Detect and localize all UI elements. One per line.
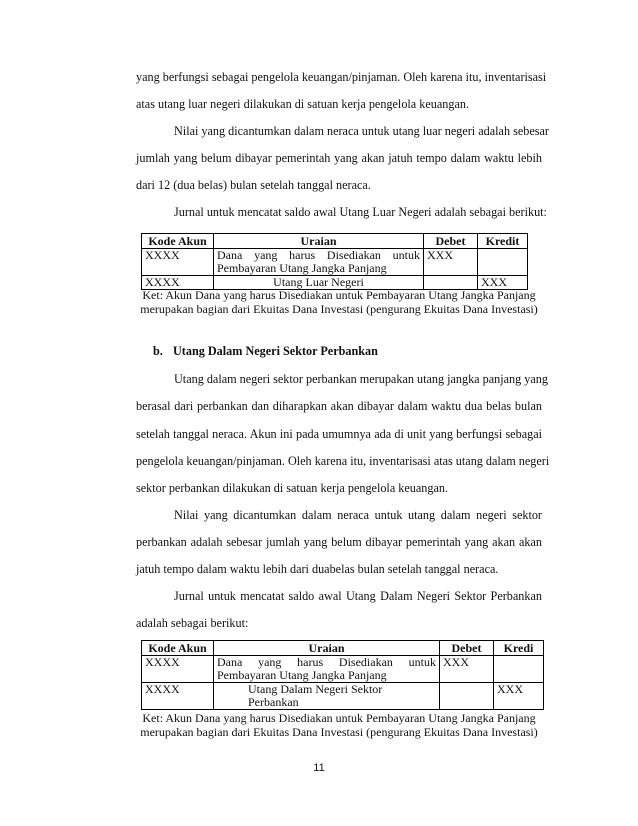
header-kredit: Kredit — [478, 234, 528, 249]
cell-uraian — [214, 249, 424, 276]
header-debet: Debet — [424, 234, 478, 249]
cell-uraian-line-1: Dana yang harus Disediakan untuk — [217, 248, 420, 262]
cell-kode-akun: XXXX — [142, 683, 214, 710]
paragraph-2-line-3: dari 12 (dua belas) bulan setelah tanggal neraca. — [136, 178, 371, 192]
page-number: 11 — [313, 762, 325, 774]
header-uraian: Uraian — [214, 234, 424, 249]
table-row — [142, 683, 544, 710]
paragraph-5-line-1: Nilai yang dicantumkan dalam neraca untuk utang dalam negeri sektor — [174, 508, 542, 522]
paragraph-4-line-2: berasal dari perbankan dan diharapkan akan dibayar dalam waktu dua belas bulan — [136, 399, 542, 413]
paragraph-5-line-3: jatuh tempo dalam waktu lebih dari duabelas bulan setelah tanggal neraca. — [136, 562, 499, 576]
paragraph-2-line-1: Nilai yang dicantumkan dalam neraca untuk utang luar negeri adalah sebesar — [174, 124, 549, 138]
paragraph-4-line-5: sektor perbankan dilakukan di satuan kerja pengelola keuangan. — [136, 481, 449, 495]
table-row — [142, 249, 528, 276]
cell-kode-akun: XXXX — [142, 249, 214, 276]
table-2-note-line-1: Ket: Akun Dana yang harus Disediakan untuk Pembayaran Utang Jangka Panjang — [142, 711, 536, 725]
paragraph-2-line-2: jumlah yang belum dibayar pemerintah yang akan jatuh tempo dalam waktu lebih — [136, 151, 542, 165]
cell-uraian — [214, 656, 440, 683]
cell-uraian-line-1: Utang Dalam Negeri Sektor — [248, 682, 383, 696]
paragraph-3-line-1: Jurnal untuk mencatat saldo awal Utang Luar Negeri adalah sebagai berikut: — [174, 205, 547, 219]
paragraph-4-line-3: setelah tanggal neraca. Akun ini pada umumnya ada di unit yang berfungsi sebagai — [136, 427, 542, 441]
table-2-note-line-2: merupakan bagian dari Ekuitas Dana Investasi (pengurang Ekuitas Dana Investasi) — [140, 725, 538, 739]
journal-table-utang-dalam-negeri — [141, 640, 544, 710]
paragraph-5-line-2: perbankan adalah sebesar jumlah yang belum dibayar pemerintah yang akan akan — [136, 535, 542, 549]
header-kode-akun: Kode Akun — [142, 234, 214, 249]
cell-kredit: XXX — [478, 276, 528, 290]
section-b-title: Utang Dalam Negeri Sektor Perbankan — [173, 344, 378, 358]
paragraph-1-line-2: atas utang luar negeri dilakukan di satuan kerja pengelola keuangan. — [136, 97, 469, 111]
table-1-note-line-1: Ket: Akun Dana yang harus Disediakan untuk Pembayaran Utang Jangka Panjang — [142, 288, 536, 302]
paragraph-4-line-1: Utang dalam negeri sektor perbankan merupakan utang jangka panjang yang — [174, 372, 548, 386]
cell-kredit — [494, 656, 544, 683]
paragraph-1-line-1: yang berfungsi sebagai pengelola keuangan/pinjaman. Oleh karena itu, inventarisasi — [136, 70, 547, 84]
paragraph-6-line-1: Jurnal untuk mencatat saldo awal Utang Dalam Negeri Sektor Perbankan — [174, 589, 542, 603]
cell-uraian-line-2: Perbankan — [248, 695, 299, 709]
cell-kredit: XXX — [494, 683, 544, 710]
journal-table-utang-luar-negeri — [141, 233, 528, 290]
cell-uraian — [214, 683, 440, 710]
cell-kode-akun: XXXX — [142, 656, 214, 683]
table-header-row — [142, 641, 544, 656]
paragraph-6-line-2: adalah sebagai berikut: — [136, 616, 249, 630]
table-1-note-line-2: merupakan bagian dari Ekuitas Dana Investasi (pengurang Ekuitas Dana Investasi) — [140, 302, 538, 316]
cell-kredit — [478, 249, 528, 276]
cell-uraian-line-2: Pembayaran Utang Jangka Panjang — [217, 668, 387, 682]
table-header-row — [142, 234, 528, 249]
header-debet: Debet — [440, 641, 494, 656]
table-row — [142, 656, 544, 683]
section-b-heading — [153, 344, 559, 358]
cell-debet: XXX — [440, 656, 494, 683]
cell-debet: XXX — [424, 249, 478, 276]
cell-uraian: Utang Luar Negeri — [214, 276, 424, 290]
header-kredit: Kredi — [494, 641, 544, 656]
cell-kode-akun: XXXX — [142, 276, 214, 290]
section-b-marker: b. — [153, 344, 163, 358]
cell-uraian-line-2: Pembayaran Utang Jangka Panjang — [217, 261, 387, 275]
cell-debet — [440, 683, 494, 710]
header-kode-akun: Kode Akun — [142, 641, 214, 656]
cell-uraian-line-1: Dana yang harus Disediakan untuk — [217, 655, 436, 669]
header-uraian: Uraian — [214, 641, 440, 656]
paragraph-4-line-4: pengelola keuangan/pinjaman. Oleh karena itu, inventarisasi atas utang dalam negeri — [136, 454, 550, 468]
